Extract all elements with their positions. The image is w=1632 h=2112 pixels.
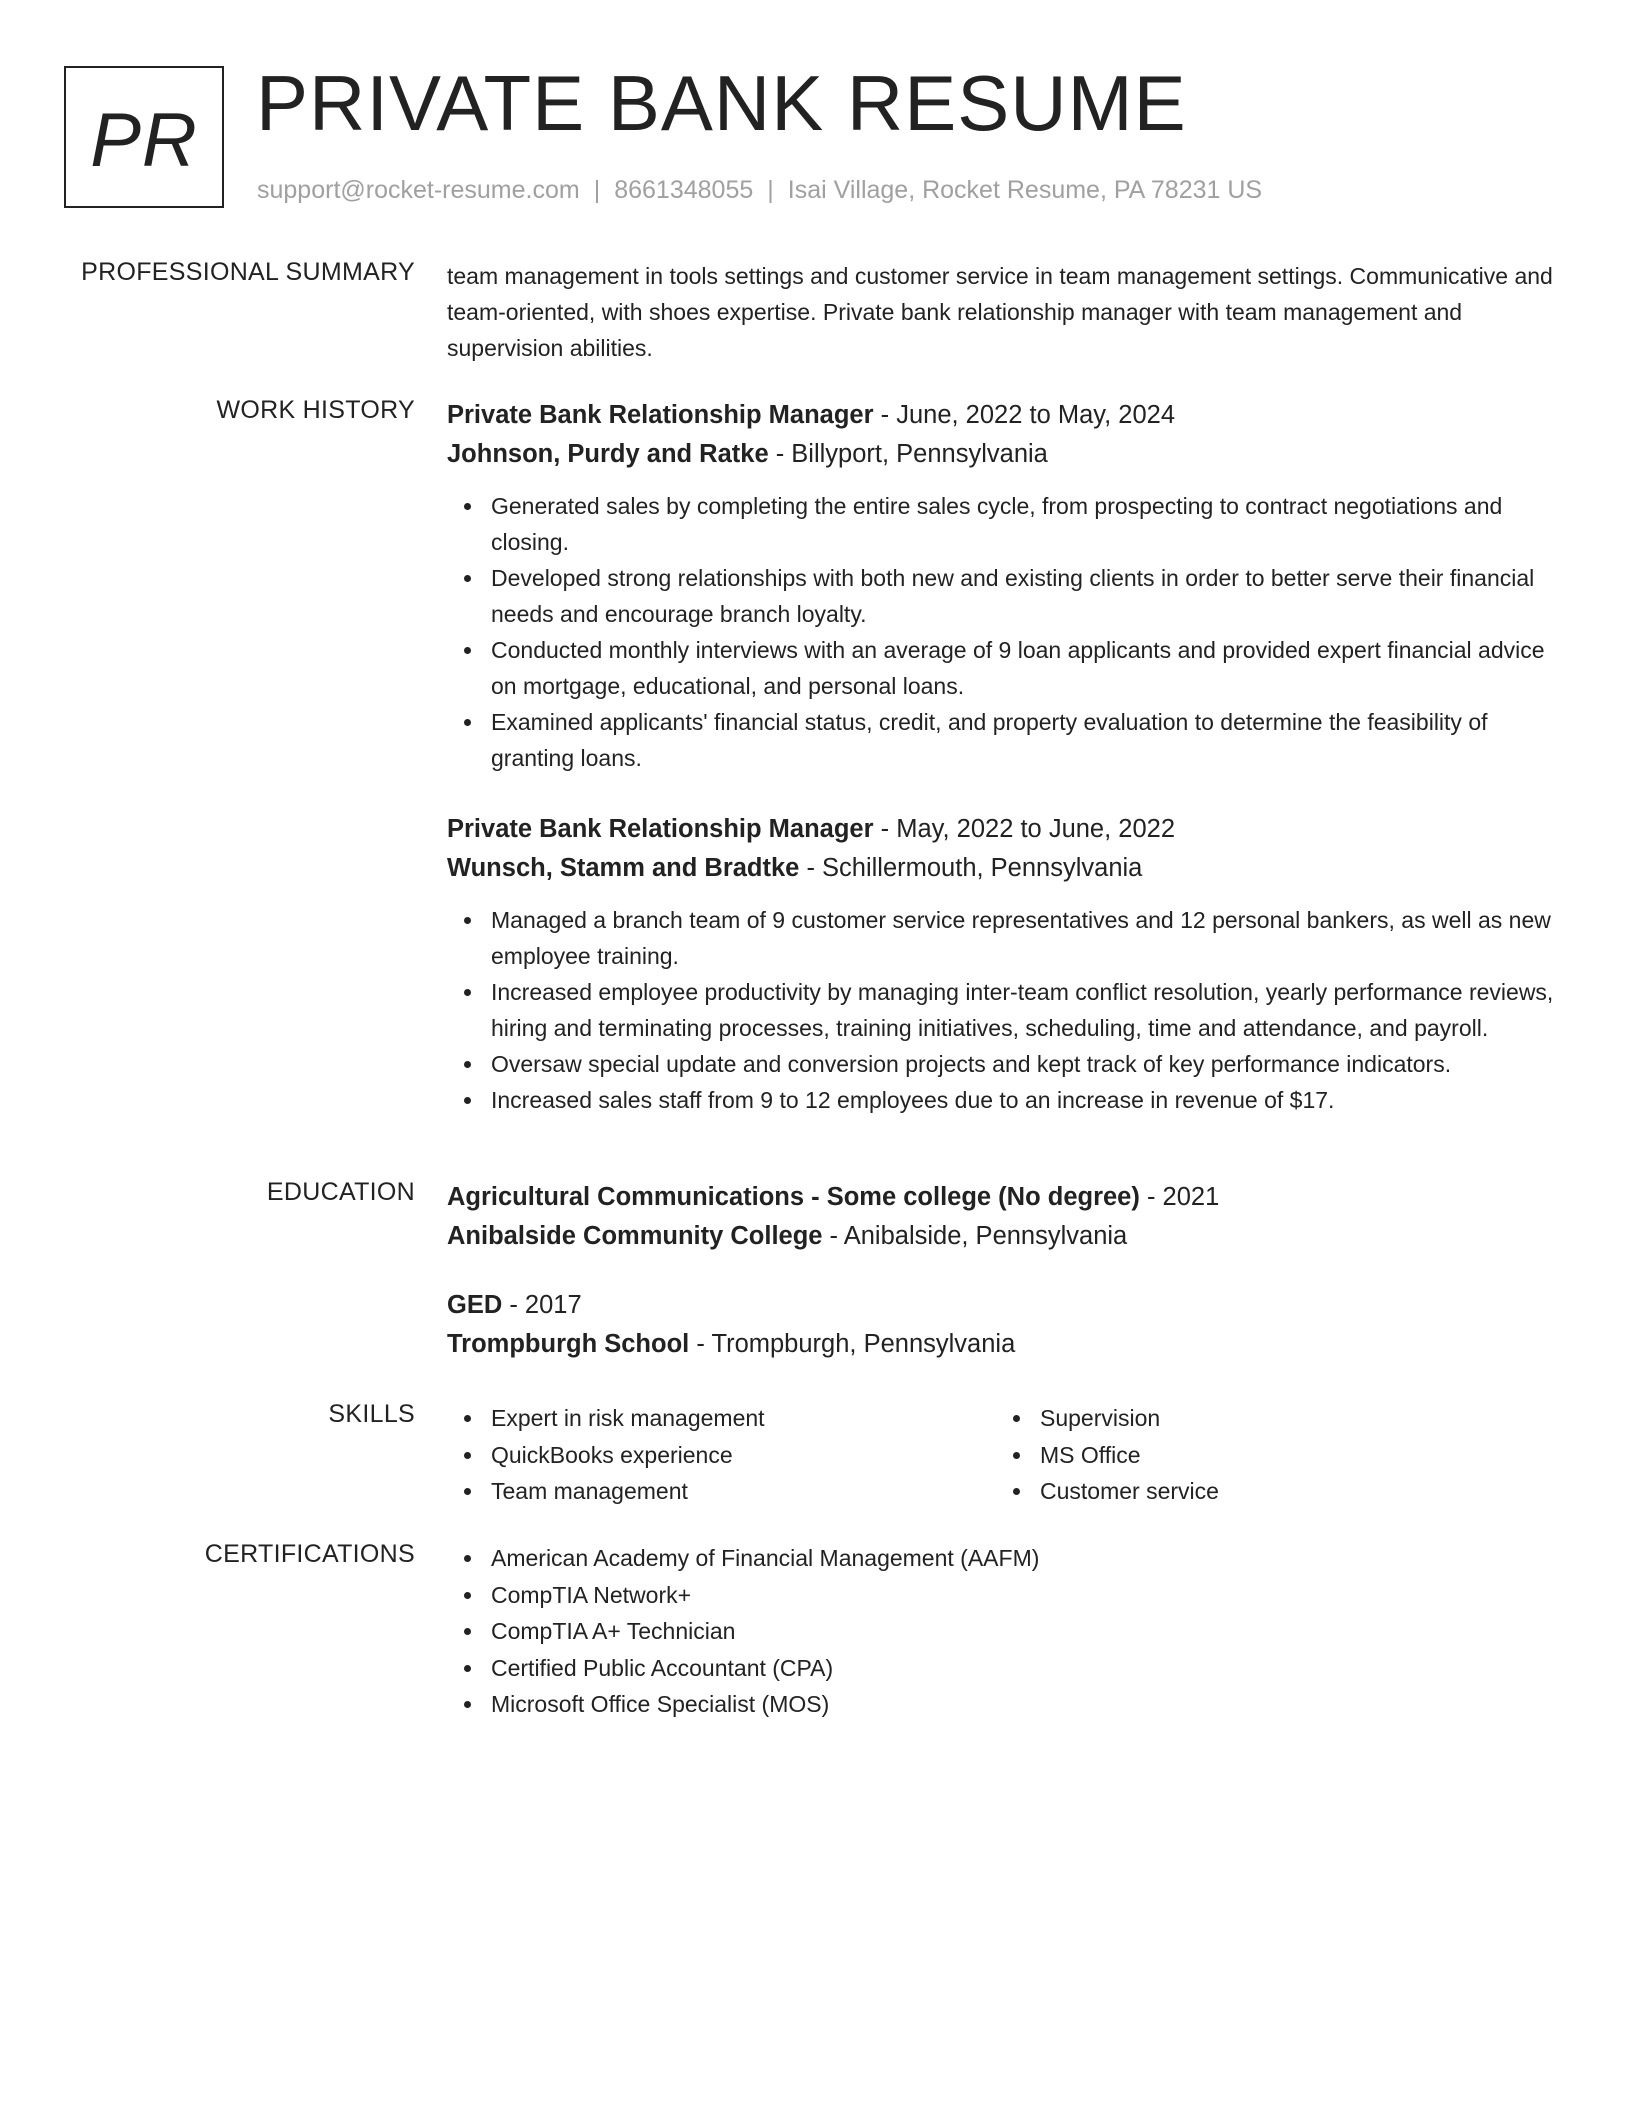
summary-text: team management in tools settings and customer service in team management settings. Communicative and team-oriented, with shoes expertise. Private bank relationship manager with team management and supervision abilities. (447, 263, 1553, 361)
job-title-line (447, 810, 1557, 849)
education-degree: GED (447, 1291, 503, 1319)
job-title: Private Bank Relationship Manager (447, 401, 874, 429)
job-company: Wunsch, Stamm and Bradtke (447, 854, 800, 882)
contact-address: Isai Village, Rocket Resume, PA 78231 US (787, 176, 1263, 204)
skill-item: Customer service (996, 1473, 1545, 1510)
education-school: Anibalside Community College (447, 1222, 823, 1250)
skill-item: Expert in risk management (447, 1400, 996, 1437)
job-company-line (447, 435, 1557, 474)
skills-grid (447, 1400, 1557, 1510)
job-bullets (447, 488, 1557, 776)
job-title: Private Bank Relationship Manager (447, 815, 874, 843)
contact-email: support@rocket-resume.com (257, 176, 580, 204)
job-dates: - May, 2022 to June, 2022 (873, 815, 1176, 843)
skill-item: QuickBooks experience (447, 1437, 996, 1474)
section-heading-education: EDUCATION (266, 1178, 415, 1206)
education-year: - 2017 (502, 1291, 582, 1319)
education-entry (447, 1286, 1557, 1364)
education-degree-line (447, 1178, 1557, 1217)
education-school: Trompburgh School (447, 1330, 690, 1358)
job-bullets (447, 902, 1557, 1118)
job-bullet: Generated sales by completing the entire sales cycle, from prospecting to contract negotiations and closing. (447, 488, 1557, 560)
job-bullet: Increased sales staff from 9 to 12 employees due to an increase in revenue of $17. (447, 1082, 1557, 1118)
certification-item: CompTIA A+ Technician (447, 1613, 1557, 1650)
section-heading-skills: SKILLS (328, 1400, 415, 1428)
education-degree: Agricultural Communications - Some college (No degree) (447, 1183, 1140, 1211)
certification-item: Certified Public Accountant (CPA) (447, 1650, 1557, 1687)
job-entry (447, 810, 1557, 1118)
skills-column-right (996, 1400, 1545, 1510)
monogram-box (64, 66, 224, 208)
certification-item: CompTIA Network+ (447, 1577, 1557, 1614)
education-degree-line (447, 1286, 1557, 1325)
contact-line (257, 176, 1262, 205)
job-bullet: Increased employee productivity by managing inter-team conflict resolution, yearly performance reviews, hiring and terminating processes, training initiatives, scheduling, time and attendance, and payroll. (447, 974, 1557, 1046)
skill-item: Team management (447, 1473, 996, 1510)
monogram-initials: PR (90, 97, 198, 183)
contact-separator: | (593, 176, 601, 204)
section-heading-certifications: CERTIFICATIONS (204, 1540, 415, 1568)
job-location: - Schillermouth, Pennsylvania (799, 854, 1143, 882)
certifications-list (447, 1540, 1557, 1723)
job-company-line (447, 849, 1557, 888)
skill-item: Supervision (996, 1400, 1545, 1437)
job-bullet: Developed strong relationships with both new and existing clients in order to better serve their financial needs and encourage branch loyalty. (447, 560, 1557, 632)
job-company: Johnson, Purdy and Ratke (447, 440, 769, 468)
job-dates: - June, 2022 to May, 2024 (873, 401, 1176, 429)
education-year: - 2021 (1139, 1183, 1220, 1211)
skill-item: MS Office (996, 1437, 1545, 1474)
job-title-line (447, 396, 1557, 435)
job-bullet: Oversaw special update and conversion projects and kept track of key performance indicators. (447, 1046, 1557, 1082)
education-entry (447, 1178, 1557, 1256)
contact-phone: 8661348055 (614, 176, 754, 204)
section-heading-work-history: WORK HISTORY (216, 396, 415, 424)
education-school-line (447, 1325, 1557, 1364)
skills-column-left (447, 1400, 996, 1510)
certification-item: American Academy of Financial Management (AAFM) (447, 1540, 1557, 1577)
education-location: - Trompburgh, Pennsylvania (689, 1330, 1016, 1358)
section-heading-summary: PROFESSIONAL SUMMARY (81, 258, 415, 286)
job-bullet: Conducted monthly interviews with an average of 9 loan applicants and provided expert financial advice on mortgage, educational, and personal loans. (447, 632, 1557, 704)
contact-separator: | (767, 176, 774, 204)
job-bullet: Managed a branch team of 9 customer service representatives and 12 personal bankers, as well as new employee training. (447, 902, 1557, 974)
certification-item: Microsoft Office Specialist (MOS) (447, 1686, 1557, 1723)
job-bullet: Examined applicants' financial status, credit, and property evaluation to determine the feasibility of granting loans. (447, 704, 1557, 776)
education-location: - Anibalside, Pennsylvania (822, 1222, 1128, 1250)
education-school-line (447, 1217, 1557, 1256)
job-entry (447, 396, 1557, 776)
resume-title: PRIVATE BANK RESUME (256, 59, 1187, 147)
job-location: - Billyport, Pennsylvania (768, 440, 1048, 468)
